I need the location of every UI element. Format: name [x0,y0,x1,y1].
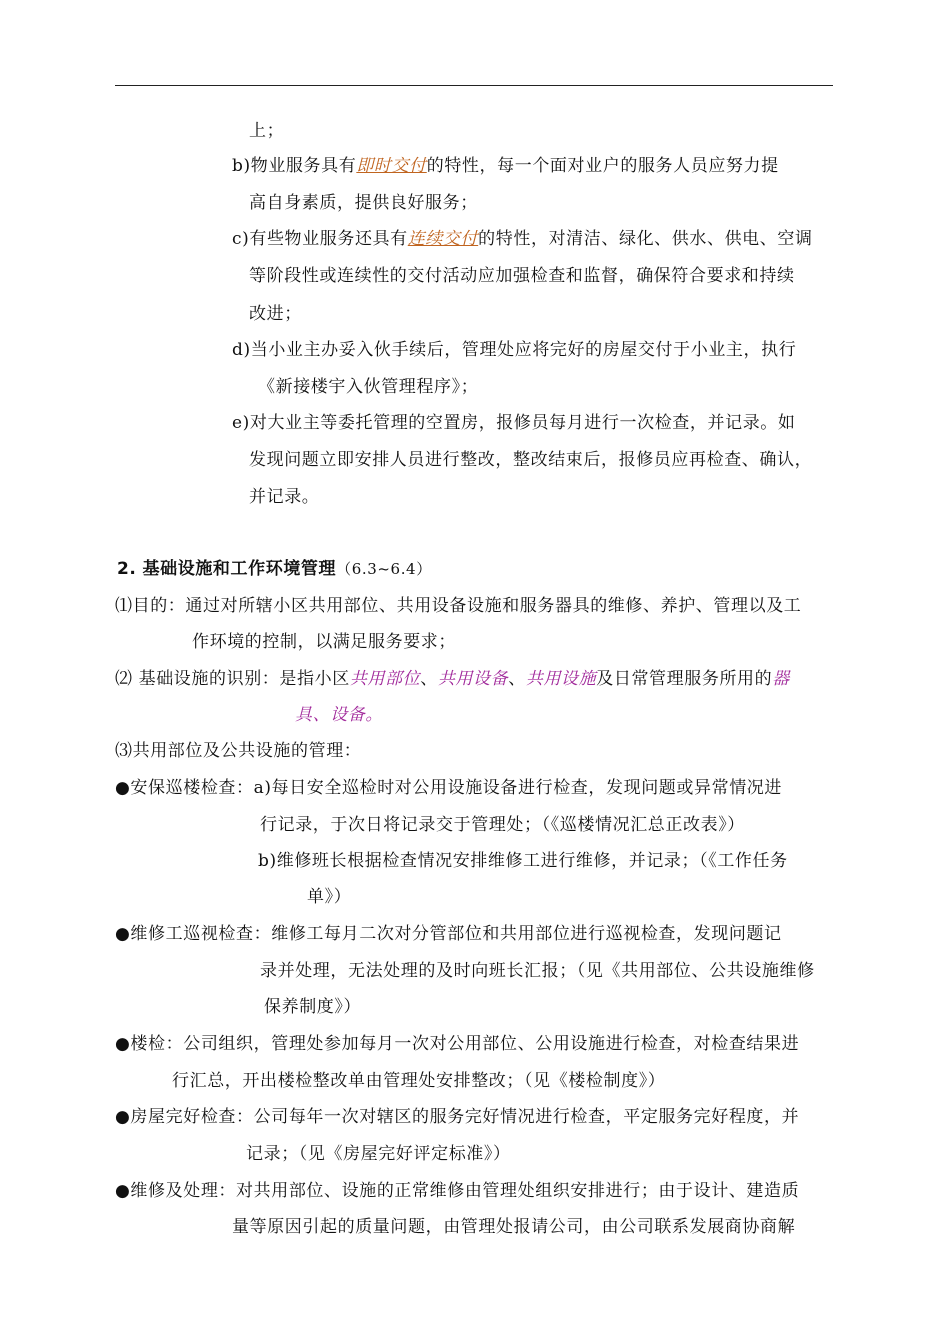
highlight-instant-delivery: 即时交付 [356,156,427,176]
item-e-line1: e)对大业主等委托管理的空置房，报修员每月进行一次检查，并记录。如 [232,413,796,433]
highlight-shared-facilities: 共用设施 [525,669,597,689]
security-check-line3: b)维修班长根据检查情况安排维修工进行维修，并记录；（《工作任务 [258,851,788,871]
item-d-line2: 《新接楼宇入伙管理程序》； [258,377,479,397]
repair-patrol-line2: 录并处理，无法处理的及时向班长汇报；（见《共用部位、公共设施维修 [260,961,815,981]
section-title: 基础设施和工作环境管理 [142,559,337,579]
highlight-shared-equipment: 共用设备 [437,669,509,689]
section-heading: 2. 基础设施和工作环境管理（6.3~6.4） [117,559,432,579]
building-check-line2: 行汇总，开出楼检整改单由管理处安排整改；（见《楼检制度》） [172,1071,666,1091]
item-e-line3: 并记录。 [249,487,320,507]
item-c-line3: 改进； [249,304,302,324]
maintenance-line1: ●维修及处理：对共用部位、设施的正常维修由管理处组织安排进行；由于设计、建造质 [115,1181,800,1201]
header-rule [115,85,833,86]
purpose-line1: ⑴目的：通过对所辖小区共用部位、共用设备设施和服务器具的维修、养护、管理以及工 [115,596,802,616]
shared-parts-management: ⑶共用部位及公共设施的管理： [115,741,362,761]
security-check-line4: 单》） [307,887,352,907]
item-b-line1: b)物业服务具有即时交付的特性，每一个面对业户的服务人员应努力提 [232,156,779,176]
item-d-line1: d)当小业主办妥入伙手续后，管理处应将完好的房屋交付于小业主，执行 [232,340,797,360]
highlight-continuous-delivery: 连续交付 [407,229,479,249]
highlight-shared-parts: 共用部位 [349,669,421,689]
repair-patrol-line1: ●维修工巡视检查：维修工每月二次对分管部位和共用部位进行巡视检查，发现问题记 [115,924,782,944]
repair-patrol-line3: 保养制度》） [264,997,362,1017]
item-e-line2: 发现问题立即安排人员进行整改，整改结束后，报修员应再检查、确认， [249,450,813,470]
infrastructure-line1: ⑵ 基础设施的识别：是指小区共用部位、共用设备、共用设施及日常管理服务所用的器 [115,669,790,689]
item-b-line2: 高自身素质，提供良好服务； [249,193,478,213]
maintenance-line2: 量等原因引起的质量问题，由管理处报请公司，由公司联系发展商协商解 [232,1217,796,1237]
item-c-line1: c)有些物业服务还具有连续交付的特性，对清洁、绿化、供水、供电、空调 [232,229,813,249]
highlight-tools: 器 [772,669,790,689]
house-check-line2: 记录；（见《房屋完好评定标准》） [246,1144,511,1164]
building-check-line1: ●楼检：公司组织，管理处参加每月一次对公用部位、公用设施进行检查，对检查结果进 [115,1034,800,1054]
house-check-line1: ●房屋完好检查：公司每年一次对辖区的服务完好情况进行检查，平定服务完好程度，并 [115,1107,800,1127]
purpose-line2: 作环境的控制，以满足服务要求； [192,632,456,652]
infrastructure-line2: 具、设备。 [295,705,383,725]
security-check-line2: 行记录，于次日将记录交于管理处；（《巡楼情况汇总正改表》） [260,815,745,835]
security-check-line1: ●安保巡楼检查：a)每日安全巡检时对公用设施设备进行检查，发现问题或异常情况进 [115,778,782,798]
item-c-line2: 等阶段性或连续性的交付活动应加强检查和监督，确保符合要求和持续 [249,266,795,286]
item-a-tail: 上； [249,121,285,141]
